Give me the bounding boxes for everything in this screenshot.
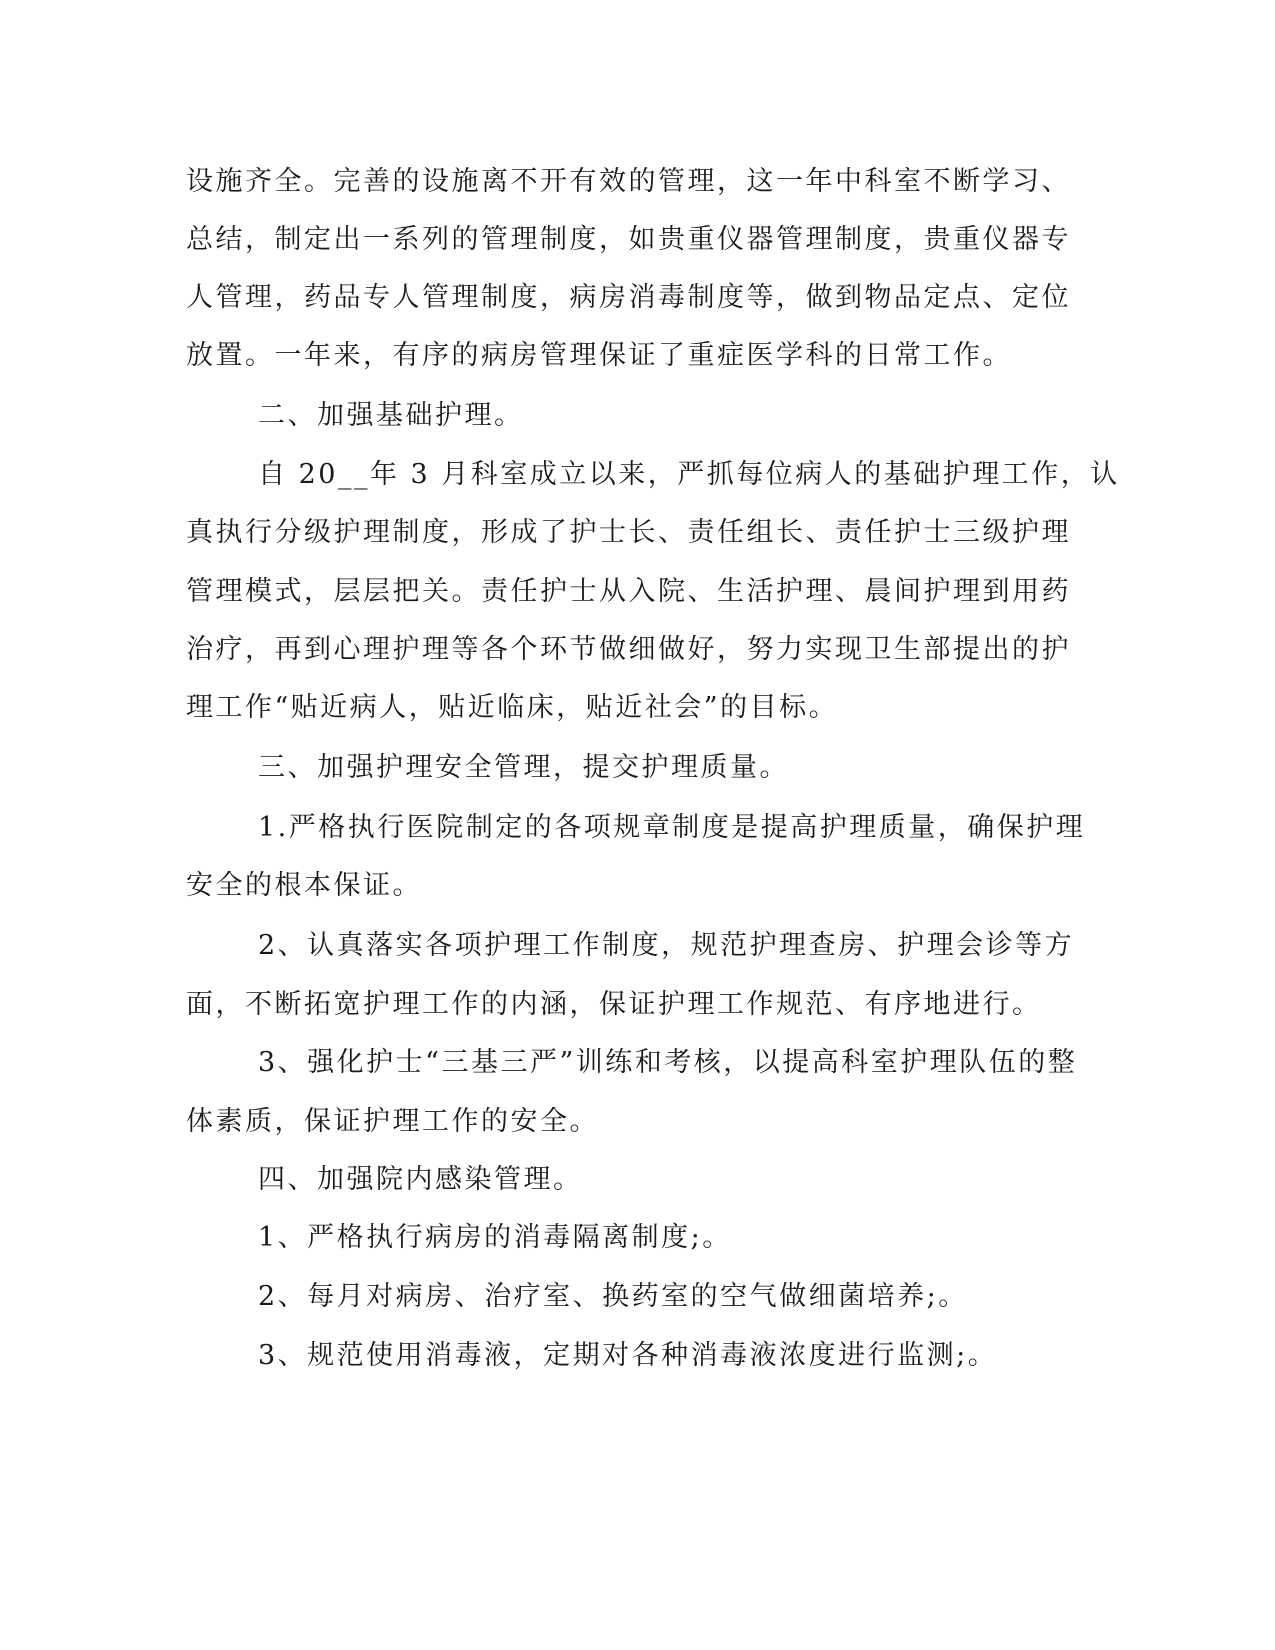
text-line: 管理模式，层层把关。责任护士从入院、生活护理、晨间护理到用药 [186,576,1071,607]
text-line: 治疗，再到心理护理等各个环节做细做好，努力实现卫生部提出的护 [186,634,1071,665]
text-line: 安全的根本保证。 [186,870,422,901]
text-line: 2、认真落实各项护理工作制度，规范护理查房、护理会诊等方 [258,930,1075,961]
section-heading: 二、加强基础护理。 [258,400,524,431]
text-line: 面，不断拓宽护理工作的内涵，保证护理工作规范、有序地进行。 [186,989,1042,1020]
text-line: 3、强化护士“三基三严”训练和考核，以提高科室护理队伍的整 [258,1047,1078,1078]
text-line: 理工作“贴近病人，贴近临床，贴近社会”的目标。 [186,692,839,723]
text-line: 设施齐全。完善的设施离不开有效的管理，这一年中科室不断学习、 [186,166,1071,197]
text-line: 真执行分级护理制度，形成了护士长、责任组长、责任护士三级护理 [186,517,1071,548]
section-heading: 四、加强院内感染管理。 [258,1164,583,1195]
text-line: 自 20__年 3 月科室成立以来，严抓每位病人的基础护理工作，认 [258,459,1120,490]
text-line: 2、每月对病房、治疗室、换药室的空气做细菌培养;。 [258,1281,968,1312]
section-heading: 三、加强护理安全管理，提交护理质量。 [258,752,789,783]
text-line: 1.严格执行医院制定的各项规章制度是提高护理质量，确保护理 [258,812,1086,843]
text-line: 放置。一年来，有序的病房管理保证了重症医学科的日常工作。 [186,340,1012,371]
text-line: 体素质，保证护理工作的安全。 [186,1106,599,1137]
text-line: 1、严格执行病房的消毒隔离制度;。 [258,1222,732,1253]
text-line: 总结，制定出一系列的管理制度，如贵重仪器管理制度，贵重仪器专 [186,224,1071,255]
text-line: 3、规范使用消毒液，定期对各种消毒液浓度进行监测;。 [258,1340,998,1371]
text-line: 人管理，药品专人管理制度，病房消毒制度等，做到物品定点、定位 [186,282,1071,313]
